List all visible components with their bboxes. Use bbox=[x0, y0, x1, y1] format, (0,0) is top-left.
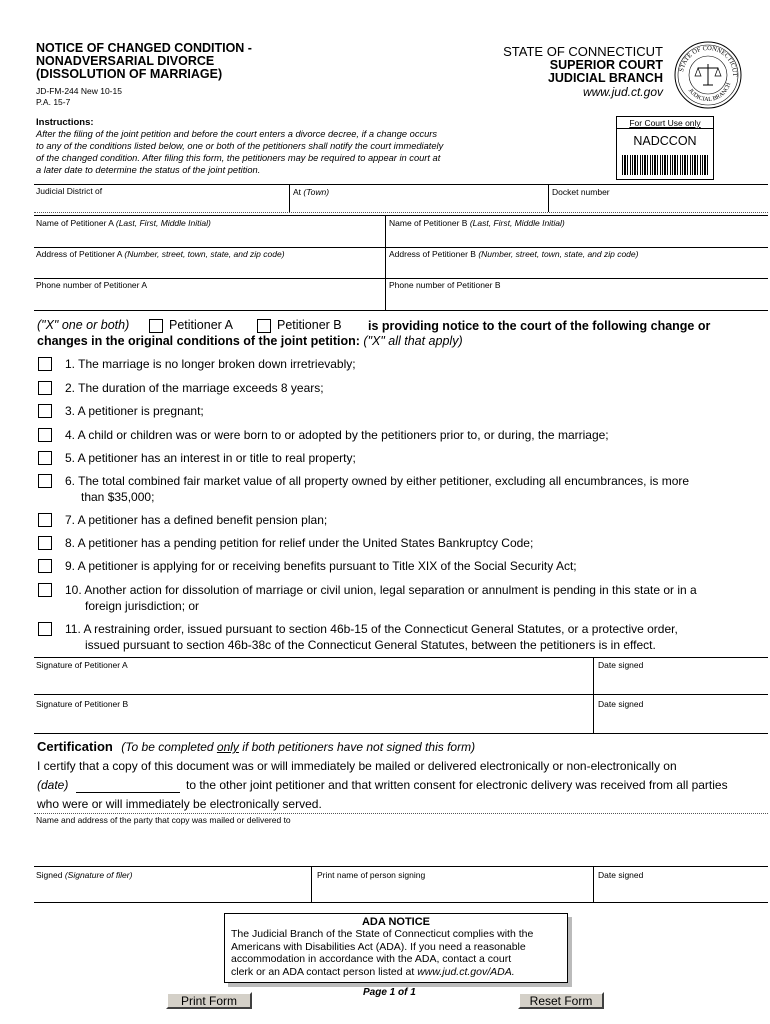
condition-10-checkbox[interactable] bbox=[38, 583, 52, 597]
notice-text-1: is providing notice to the court of the following change or bbox=[368, 319, 711, 333]
condition-1-checkbox[interactable] bbox=[38, 357, 52, 371]
agency-website: www.jud.ct.gov bbox=[582, 84, 663, 99]
condition-11-text-cont: issued pursuant to section 46b-38c of the Connecticut General Statutes, between the petitioners is in effect. bbox=[85, 638, 656, 652]
instructions-line-1: After the filing of the joint petition and before the court enters a divorce decree, if a change occurs bbox=[36, 129, 438, 139]
reset-form-button[interactable]: Reset Form bbox=[518, 992, 604, 1009]
judicial-district-field[interactable] bbox=[34, 196, 288, 211]
court-use-box bbox=[616, 116, 714, 180]
court-use-label: For Court Use only bbox=[629, 118, 701, 128]
condition-5-checkbox[interactable] bbox=[38, 451, 52, 465]
town-field[interactable] bbox=[290, 196, 547, 211]
sig-b-date-field[interactable] bbox=[594, 711, 767, 731]
certification-line-2: to the other joint petitioner and that written consent for electronic delivery was received from all parties bbox=[186, 778, 728, 792]
addr-a-label bbox=[36, 249, 285, 259]
seal-top-text: STATE OF CONNECTICUT bbox=[678, 44, 739, 77]
condition-3-checkbox[interactable] bbox=[38, 404, 52, 418]
instructions-heading: Instructions: bbox=[36, 117, 94, 128]
instructions-line-3: of the changed condition. After filing this form, the petitioners may be required to appear in court at bbox=[36, 153, 441, 163]
certification-sub bbox=[121, 740, 475, 754]
condition-6-checkbox[interactable] bbox=[38, 474, 52, 488]
condition-11-checkbox[interactable] bbox=[38, 622, 52, 636]
judicial-district-label: Judicial District of bbox=[36, 186, 103, 196]
form-number: JD-FM-244 New 10-15 bbox=[36, 86, 122, 96]
condition-7-text: 7. A petitioner has a defined benefit pension plan; bbox=[65, 513, 328, 527]
name-a-label-hint: (Last, First, Middle Initial) bbox=[115, 218, 211, 228]
name-address-field[interactable] bbox=[34, 826, 767, 864]
phone-a-label: Phone number of Petitioner A bbox=[36, 280, 148, 290]
cert-date-field[interactable] bbox=[594, 882, 767, 900]
sig-a-date-label: Date signed bbox=[598, 660, 644, 670]
instructions-line-4: a later date to determine the status of the joint petition. bbox=[36, 165, 261, 175]
condition-4-checkbox[interactable] bbox=[38, 428, 52, 442]
agency-branch: JUDICIAL BRANCH bbox=[547, 71, 663, 85]
print-form-button[interactable]: Print Form bbox=[166, 992, 252, 1009]
condition-11-text: 11. A restraining order, issued pursuant to section 46b-15 of the Connecticut General Statutes, or a protective order, bbox=[65, 622, 678, 636]
condition-8-checkbox[interactable] bbox=[38, 536, 52, 550]
condition-2-checkbox[interactable] bbox=[38, 381, 52, 395]
agency-block bbox=[503, 45, 663, 99]
certification-sub-2: if both petitioners have not signed this form) bbox=[238, 740, 476, 754]
form-title-line-1: NOTICE OF CHANGED CONDITION - bbox=[36, 41, 252, 55]
condition-10-text-cont: foreign jurisdiction; or bbox=[85, 599, 200, 613]
condition-8-text: 8. A petitioner has a pending petition for relief under the United States Bankruptcy Code; bbox=[65, 536, 534, 550]
ada-line-4 bbox=[231, 966, 561, 979]
condition-5-text: 5. A petitioner has an interest in or title to real property; bbox=[65, 451, 356, 465]
name-a-label-text: Name of Petitioner A bbox=[36, 218, 114, 228]
signed-label-text: Signed bbox=[36, 870, 63, 880]
addr-a-field[interactable] bbox=[34, 261, 384, 277]
instructions-text bbox=[36, 128, 486, 176]
form-title-line-2: NONADVERSARIAL DIVORCE bbox=[36, 54, 215, 68]
page-number: Page 1 of 1 bbox=[363, 987, 416, 998]
court-use-code: NADCCON bbox=[633, 134, 697, 148]
signed-field[interactable] bbox=[34, 882, 310, 900]
ada-notice-title: ADA NOTICE bbox=[361, 916, 431, 928]
town-label-hint: (Town) bbox=[303, 187, 330, 197]
certification-line-1: I certify that a copy of this document was or will immediately be mailed or delivered electronically or non-electronically on bbox=[37, 759, 677, 773]
seal-bottom-text: JUDICIAL BRANCH bbox=[686, 82, 733, 104]
signed-label bbox=[36, 870, 132, 880]
name-b-label-hint: (Last, First, Middle Initial) bbox=[469, 218, 565, 228]
phone-b-label: Phone number of Petitioner B bbox=[389, 280, 501, 290]
phone-b-field[interactable] bbox=[386, 292, 767, 309]
condition-10-text: 10. Another action for dissolution of marriage or civil union, legal separation or annulment is pending in this state or in a bbox=[65, 583, 697, 597]
addr-b-label-hint: (Number, street, town, state, and zip code) bbox=[478, 249, 639, 259]
name-address-label: Name and address of the party that copy was mailed or delivered to bbox=[36, 815, 291, 825]
addr-b-label bbox=[389, 249, 638, 259]
town-label-text: At bbox=[293, 187, 302, 197]
certification-date-field[interactable] bbox=[76, 778, 180, 793]
barcode bbox=[622, 155, 708, 175]
cert-date-label: Date signed bbox=[598, 870, 644, 880]
docket-label: Docket number bbox=[552, 187, 610, 197]
docket-field[interactable] bbox=[549, 196, 767, 211]
agency-court: SUPERIOR COURT bbox=[549, 57, 663, 72]
certification-date-label: (date) bbox=[37, 778, 69, 792]
instructions-line-2: to any of the conditions listed below, one or both of the petitioners shall notify the court immediately bbox=[36, 141, 444, 151]
certification-heading-row bbox=[37, 738, 475, 756]
signed-label-hint: (Signature of filer) bbox=[64, 870, 133, 880]
ada-notice-body bbox=[225, 928, 567, 978]
phone-a-field[interactable] bbox=[34, 292, 384, 309]
sig-a-label: Signature of Petitioner A bbox=[36, 660, 128, 670]
petitioner-a-label: Petitioner A bbox=[169, 318, 233, 332]
print-name-label: Print name of person signing bbox=[317, 870, 426, 880]
notice-line-2 bbox=[37, 334, 463, 348]
petitioner-b-label: Petitioner B bbox=[277, 318, 342, 332]
addr-b-field[interactable] bbox=[386, 261, 767, 277]
notice-text-2: changes in the original conditions of the joint petition: bbox=[37, 334, 360, 348]
condition-4-text: 4. A child or children was or were born to or adopted by the petitioners prior to, or during, the marriage; bbox=[65, 428, 609, 442]
condition-9-text: 9. A petitioner is applying for or receiving benefits pursuant to Title XIX of the Social Security Act; bbox=[65, 559, 577, 573]
notice-prefix: ("X" one or both) bbox=[37, 318, 130, 332]
condition-9-checkbox[interactable] bbox=[38, 559, 52, 573]
print-name-field[interactable] bbox=[312, 882, 592, 900]
name-a-label bbox=[36, 218, 211, 228]
condition-1-text: 1. The marriage is no longer broken down irretrievably; bbox=[65, 357, 356, 371]
addr-a-label-hint: (Number, street, town, state, and zip code) bbox=[124, 249, 285, 259]
notice-suffix: ("X" all that apply) bbox=[363, 334, 463, 348]
petitioner-a-checkbox[interactable] bbox=[149, 319, 163, 333]
sig-b-label: Signature of Petitioner B bbox=[36, 699, 129, 709]
form-title-line-3: (DISSOLUTION OF MARRIAGE) bbox=[36, 67, 223, 81]
ada-line-4-text: clerk or an ADA contact person listed at bbox=[231, 965, 418, 978]
ada-line-3: accommodation in accordance with the ADA, contact a court bbox=[231, 953, 512, 965]
public-act: P.A. 15-7 bbox=[36, 97, 71, 107]
agency-state: STATE OF CONNECTICUT bbox=[503, 44, 663, 59]
addr-b-label-text: Address of Petitioner B bbox=[389, 249, 476, 259]
certification-line-3: who were or will immediately be electronically served. bbox=[37, 797, 322, 811]
sig-a-field[interactable] bbox=[34, 672, 592, 692]
ada-link[interactable]: www.jud.ct.gov/ADA. bbox=[417, 965, 515, 978]
certification-heading: Certification bbox=[37, 739, 113, 754]
condition-7-checkbox[interactable] bbox=[38, 513, 52, 527]
certification-sub-only: only bbox=[216, 740, 239, 754]
sig-a-date-field[interactable] bbox=[594, 672, 767, 692]
form-title bbox=[36, 42, 252, 81]
name-b-field[interactable] bbox=[386, 230, 767, 246]
ada-line-1: The Judicial Branch of the State of Connecticut complies with the bbox=[231, 928, 534, 940]
name-a-field[interactable] bbox=[34, 230, 384, 246]
sig-b-date-label: Date signed bbox=[598, 699, 644, 709]
ada-notice-box bbox=[224, 913, 568, 983]
name-b-label-text: Name of Petitioner B bbox=[389, 218, 468, 228]
condition-6-text-cont: than $35,000; bbox=[81, 490, 155, 504]
sig-b-field[interactable] bbox=[34, 711, 592, 731]
condition-2-text: 2. The duration of the marriage exceeds 8 years; bbox=[65, 381, 324, 395]
certification-sub-1: (To be completed bbox=[121, 740, 217, 754]
state-seal bbox=[673, 40, 743, 110]
ada-line-2: Americans with Disabilities Act (ADA). If you need a reasonable bbox=[231, 940, 526, 953]
name-b-label bbox=[389, 218, 565, 228]
condition-6-text: 6. The total combined fair market value of all property owned by either petitioner, excluding all encumbrances, is more bbox=[65, 474, 690, 488]
petitioner-b-checkbox[interactable] bbox=[257, 319, 271, 333]
condition-3-text: 3. A petitioner is pregnant; bbox=[65, 404, 204, 418]
addr-a-label-text: Address of Petitioner A bbox=[36, 249, 122, 259]
